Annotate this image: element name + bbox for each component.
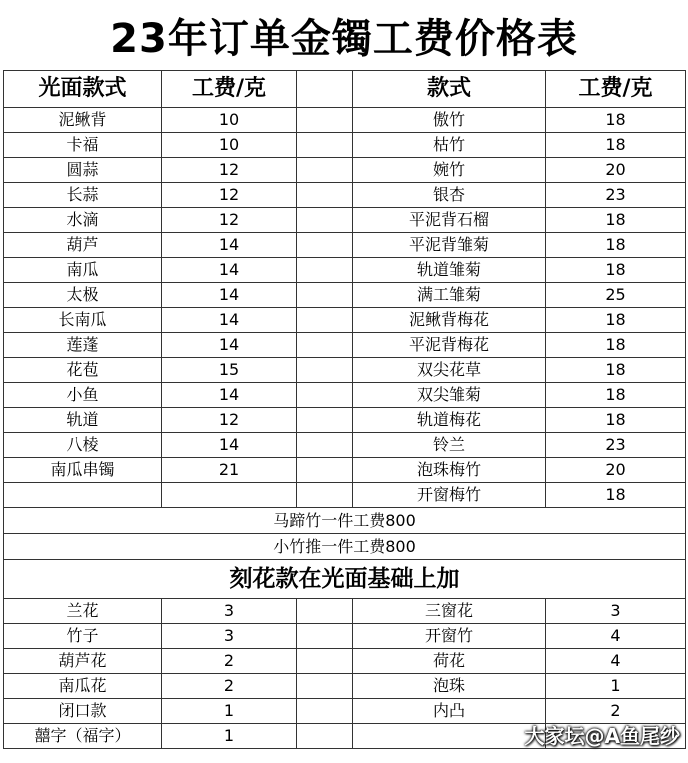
fee-cell: 12 bbox=[162, 183, 297, 208]
style-cell: 囍字（福字） bbox=[4, 724, 162, 749]
spacer-cell bbox=[297, 458, 353, 483]
engrave-row bbox=[4, 674, 686, 699]
engrave-row bbox=[4, 624, 686, 649]
fee-cell: 14 bbox=[162, 308, 297, 333]
header-style: 光面款式 bbox=[4, 71, 162, 108]
style-cell-2: 开窗竹 bbox=[353, 624, 546, 649]
table-row bbox=[4, 208, 686, 233]
spacer-cell bbox=[297, 358, 353, 383]
spacer-cell bbox=[297, 183, 353, 208]
engrave-row bbox=[4, 599, 686, 624]
note-row bbox=[4, 508, 686, 534]
fee-cell: 14 bbox=[162, 433, 297, 458]
style-cell: 莲蓬 bbox=[4, 333, 162, 358]
fee-cell: 1 bbox=[162, 699, 297, 724]
table-row bbox=[4, 133, 686, 158]
fee-cell-2: 2 bbox=[546, 699, 686, 724]
table-row bbox=[4, 233, 686, 258]
style-cell-2: 铃兰 bbox=[353, 433, 546, 458]
style-cell-2: 枯竹 bbox=[353, 133, 546, 158]
spacer-cell bbox=[297, 649, 353, 674]
spacer-cell bbox=[297, 258, 353, 283]
style-cell-2: 满工雏菊 bbox=[353, 283, 546, 308]
fee-cell: 14 bbox=[162, 258, 297, 283]
fee-cell: 2 bbox=[162, 649, 297, 674]
style-cell-2: 泡珠梅竹 bbox=[353, 458, 546, 483]
watermark: 大家坛@A鱼尾纱 bbox=[524, 724, 680, 748]
style-cell-2: 泡珠 bbox=[353, 674, 546, 699]
fee-cell-2: 4 bbox=[546, 624, 686, 649]
table-row bbox=[4, 358, 686, 383]
table-row bbox=[4, 308, 686, 333]
fee-cell: 3 bbox=[162, 624, 297, 649]
table-row bbox=[4, 283, 686, 308]
spacer-cell bbox=[297, 283, 353, 308]
spacer-cell bbox=[297, 108, 353, 133]
spacer-cell bbox=[297, 724, 353, 749]
style-cell-2: 开窗梅竹 bbox=[353, 483, 546, 508]
engrave-row bbox=[4, 649, 686, 674]
fee-cell-2: 20 bbox=[546, 458, 686, 483]
fee-cell: 12 bbox=[162, 408, 297, 433]
note-row-text: 小竹推一件工费800 bbox=[4, 534, 686, 560]
sheet-title: 23年订单金镯工费价格表 bbox=[110, 15, 578, 62]
spacer-cell bbox=[297, 333, 353, 358]
style-cell: 圆蒜 bbox=[4, 158, 162, 183]
spacer-cell bbox=[297, 599, 353, 624]
table-row bbox=[4, 433, 686, 458]
style-cell-2: 荷花 bbox=[353, 649, 546, 674]
note-row bbox=[4, 534, 686, 560]
table-row bbox=[4, 408, 686, 433]
fee-cell-2: 4 bbox=[546, 649, 686, 674]
header-row bbox=[4, 71, 686, 108]
fee-cell-2: 18 bbox=[546, 208, 686, 233]
style-cell: 长蒜 bbox=[4, 183, 162, 208]
header-fee-2: 工费/克 bbox=[546, 71, 686, 108]
spacer-cell bbox=[297, 674, 353, 699]
spacer-cell bbox=[297, 483, 353, 508]
style-cell: 八棱 bbox=[4, 433, 162, 458]
spacer-cell bbox=[297, 699, 353, 724]
style-cell: 小鱼 bbox=[4, 383, 162, 408]
style-cell: 竹子 bbox=[4, 624, 162, 649]
style-cell-2: 平泥背雏菊 bbox=[353, 233, 546, 258]
spacer-cell bbox=[297, 233, 353, 258]
style-cell-2: 三窗花 bbox=[353, 599, 546, 624]
section-title-row bbox=[4, 560, 686, 599]
fee-cell: 10 bbox=[162, 108, 297, 133]
style-cell: 花苞 bbox=[4, 358, 162, 383]
fee-cell: 14 bbox=[162, 333, 297, 358]
style-cell: 葫芦 bbox=[4, 233, 162, 258]
spacer-cell bbox=[297, 158, 353, 183]
style-cell: 水滴 bbox=[4, 208, 162, 233]
fee-cell: 12 bbox=[162, 158, 297, 183]
table-row bbox=[4, 483, 686, 508]
table-row bbox=[4, 258, 686, 283]
fee-cell: 1 bbox=[162, 724, 297, 749]
style-cell: 葫芦花 bbox=[4, 649, 162, 674]
fee-cell-2: 18 bbox=[546, 233, 686, 258]
spacer-cell bbox=[297, 208, 353, 233]
fee-cell-2: 1 bbox=[546, 674, 686, 699]
fee-cell-2: 18 bbox=[546, 133, 686, 158]
fee-cell-2: 18 bbox=[546, 358, 686, 383]
style-cell bbox=[4, 483, 162, 508]
fee-cell-2: 3 bbox=[546, 599, 686, 624]
fee-cell bbox=[162, 483, 297, 508]
style-cell-2: 内凸 bbox=[353, 699, 546, 724]
table-row bbox=[4, 383, 686, 408]
fee-cell-2: 23 bbox=[546, 433, 686, 458]
style-cell-2: 双尖雏菊 bbox=[353, 383, 546, 408]
style-cell-2: 轨道梅花 bbox=[353, 408, 546, 433]
style-cell-2: 银杏 bbox=[353, 183, 546, 208]
style-cell-2: 婉竹 bbox=[353, 158, 546, 183]
table-row bbox=[4, 333, 686, 358]
spacer-cell bbox=[297, 408, 353, 433]
header-style-2: 款式 bbox=[353, 71, 546, 108]
style-cell-2: 轨道雏菊 bbox=[353, 258, 546, 283]
style-cell: 长南瓜 bbox=[4, 308, 162, 333]
style-cell: 南瓜花 bbox=[4, 674, 162, 699]
fee-cell-2: 18 bbox=[546, 258, 686, 283]
fee-cell-2: 18 bbox=[546, 408, 686, 433]
fee-cell: 21 bbox=[162, 458, 297, 483]
style-cell-2: 傲竹 bbox=[353, 108, 546, 133]
style-cell: 南瓜串镯 bbox=[4, 458, 162, 483]
style-cell-2: 双尖花草 bbox=[353, 358, 546, 383]
fee-cell-2: 18 bbox=[546, 383, 686, 408]
style-cell-2 bbox=[353, 724, 546, 749]
table-row bbox=[4, 183, 686, 208]
fee-cell: 14 bbox=[162, 383, 297, 408]
header-fee: 工费/克 bbox=[162, 71, 297, 108]
style-cell: 泥鳅背 bbox=[4, 108, 162, 133]
style-cell: 南瓜 bbox=[4, 258, 162, 283]
note-row-text: 马蹄竹一件工费800 bbox=[4, 508, 686, 534]
spacer-cell bbox=[297, 433, 353, 458]
fee-cell: 14 bbox=[162, 233, 297, 258]
style-cell-2: 泥鳅背梅花 bbox=[353, 308, 546, 333]
style-cell: 轨道 bbox=[4, 408, 162, 433]
fee-cell: 14 bbox=[162, 283, 297, 308]
table-row bbox=[4, 108, 686, 133]
style-cell: 卡福 bbox=[4, 133, 162, 158]
table-row bbox=[4, 458, 686, 483]
fee-cell-2: 20 bbox=[546, 158, 686, 183]
fee-cell-2: 18 bbox=[546, 108, 686, 133]
price-table-body bbox=[4, 71, 686, 749]
fee-cell: 2 bbox=[162, 674, 297, 699]
style-cell: 闭口款 bbox=[4, 699, 162, 724]
fee-cell-2: 18 bbox=[546, 483, 686, 508]
fee-cell-2: 23 bbox=[546, 183, 686, 208]
price-table bbox=[3, 70, 686, 749]
fee-cell: 12 bbox=[162, 208, 297, 233]
fee-cell: 15 bbox=[162, 358, 297, 383]
style-cell: 兰花 bbox=[4, 599, 162, 624]
fee-cell-2: 25 bbox=[546, 283, 686, 308]
style-cell-2: 平泥背梅花 bbox=[353, 333, 546, 358]
spacer-cell bbox=[297, 133, 353, 158]
header-spacer bbox=[297, 71, 353, 108]
table-row bbox=[4, 158, 686, 183]
fee-cell-2: 18 bbox=[546, 308, 686, 333]
style-cell: 太极 bbox=[4, 283, 162, 308]
spacer-cell bbox=[297, 624, 353, 649]
style-cell-2: 平泥背石榴 bbox=[353, 208, 546, 233]
spacer-cell bbox=[297, 383, 353, 408]
spacer-cell bbox=[297, 308, 353, 333]
fee-cell-2: 18 bbox=[546, 333, 686, 358]
fee-cell: 10 bbox=[162, 133, 297, 158]
section-title-row-text: 刻花款在光面基础上加 bbox=[4, 560, 686, 599]
fee-cell: 3 bbox=[162, 599, 297, 624]
